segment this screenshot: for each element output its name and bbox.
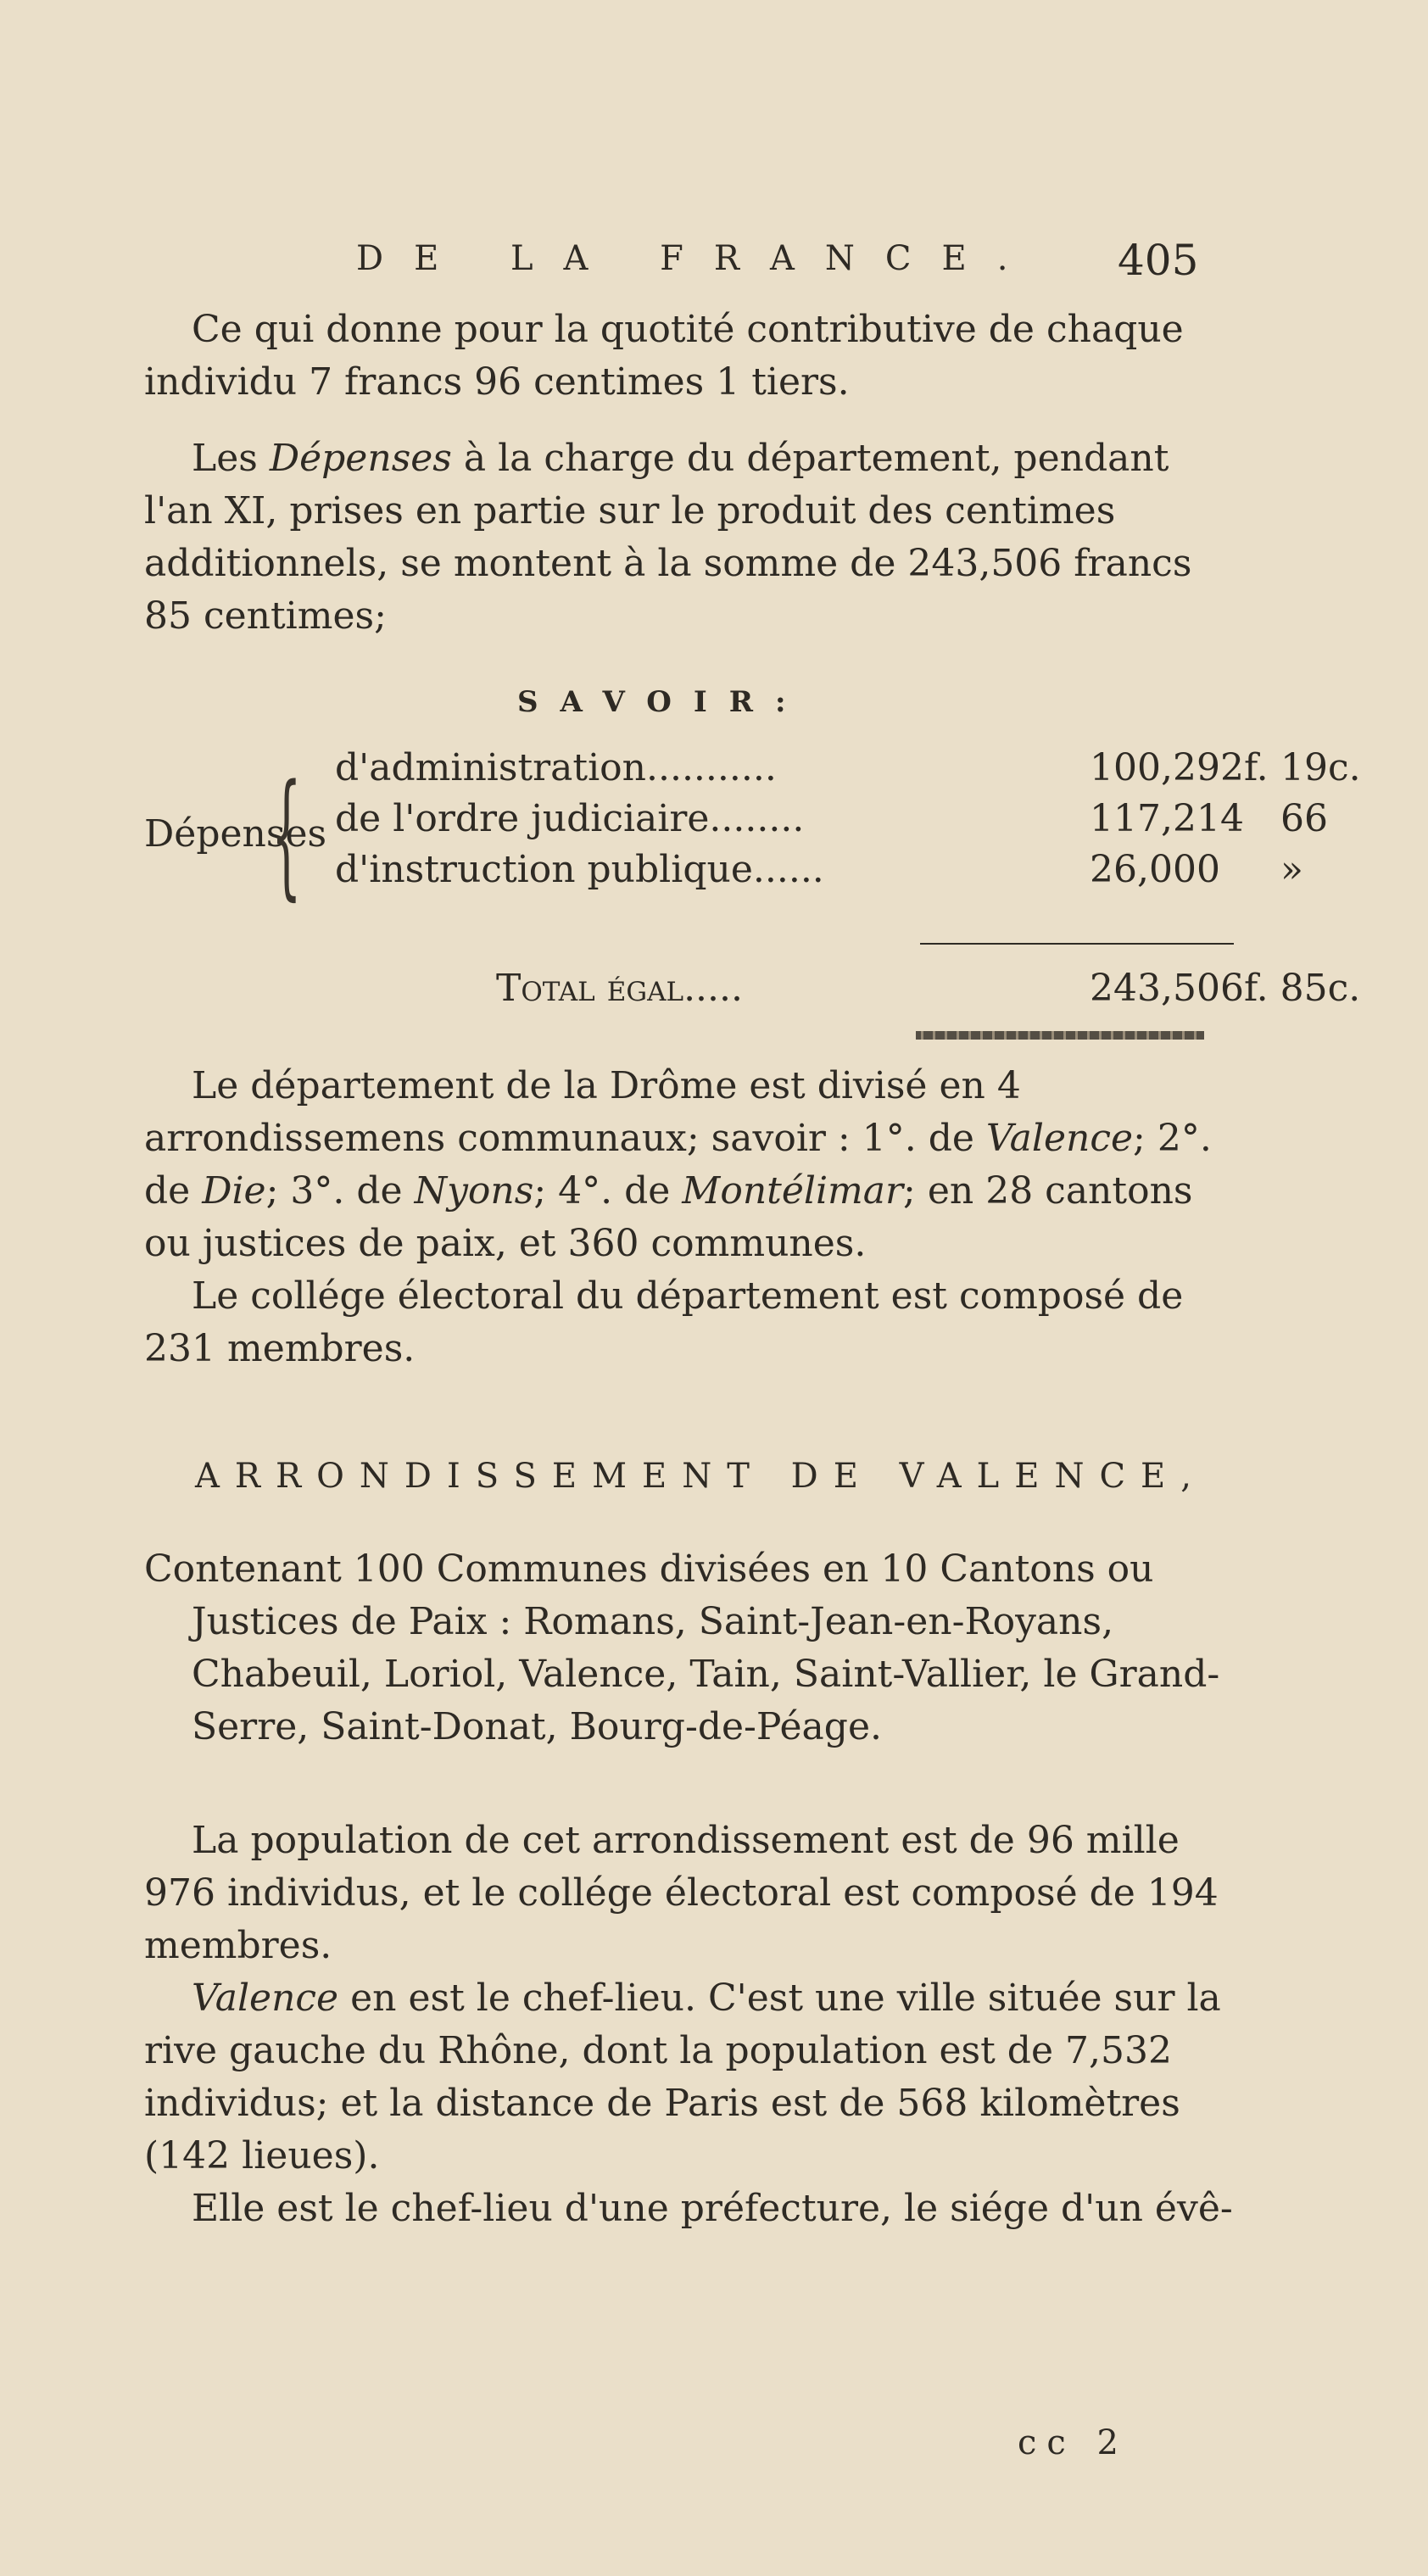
last-line: Elle est le chef-lieu d'une préfecture, le siége d'un évê-	[192, 2187, 1233, 2230]
place-nyons: Nyons	[414, 1169, 534, 1213]
paragraph-quotite	[144, 304, 1238, 409]
expense-row	[335, 848, 1303, 900]
contenant-text: Contenant 100 Communes divisées en 10 Cantons ou Justices de Paix : Romans, Saint-Jean-en-Royans, Chabeuil, Loriol, Valence, Tain, Saint-Vallier, le Grand-Serre, Saint-Donat, Bourg-de-Péage.	[144, 1547, 1220, 1748]
departement-text: ; en 28 cantons ou justices de paix, et 360 communes.	[144, 1169, 1193, 1265]
college-paragraph: Le collége électoral du département est composé de 231 membres.	[144, 1274, 1184, 1370]
expense-name: de l'ordre judiciaire	[335, 797, 710, 840]
depenses-text: à la charge du département, pendant l'an XI, prises en partie sur le produit des centimes additionnels, se montent à la somme de 243,506 francs 85 centimes;	[144, 437, 1192, 638]
departement-text: Le département de la Drôme est divisé en 4 arrondissemens communaux; savoir : 1°. de	[144, 1064, 1021, 1160]
paragraph-contenant	[144, 1543, 1238, 1754]
depenses-term: Dépenses	[269, 437, 452, 480]
page-header	[0, 229, 1428, 297]
savoir-heading: SAVOIR:	[517, 685, 808, 719]
expense-cents: 19c.	[1280, 746, 1361, 789]
expense-cents: 66	[1280, 797, 1328, 840]
expense-dots: ......	[752, 848, 824, 891]
signature-mark: cc 2	[1018, 2423, 1129, 2462]
ornamental-rule	[916, 1031, 1204, 1040]
departement-text: ; 2°. de	[144, 1117, 1212, 1213]
depenses-prefix: Les	[192, 437, 270, 480]
total-rule	[920, 943, 1234, 945]
place-valence: Valence	[985, 1117, 1134, 1160]
brace-mark: {	[271, 755, 302, 913]
quotite-line-1: Ce qui donne pour la quotité contributive de chaque	[192, 308, 1184, 351]
expense-dots: ...........	[645, 746, 777, 789]
expense-name: d'administration	[335, 746, 646, 789]
expense-amount: 100,292f.	[1090, 746, 1269, 789]
departement-text: ; 3°. de	[265, 1169, 415, 1213]
paragraph-depenses	[144, 432, 1238, 643]
population-text: La population de cet arrondissement est de 96 mille 976 individus, et le collége électoral est composé de 194 membres.	[144, 1819, 1219, 1967]
total-amount: 243,506f. 85c.	[1090, 967, 1361, 1010]
expense-row	[335, 746, 1361, 799]
expense-cents: »	[1280, 848, 1303, 891]
place-montelimar: Montélimar	[682, 1169, 904, 1213]
place-die: Die	[202, 1169, 266, 1213]
expense-row	[335, 797, 1328, 850]
total-label: Total égal.....	[496, 967, 744, 1010]
expenses-label: Dépenses	[144, 812, 327, 856]
expense-name: d'instruction publique	[335, 848, 753, 891]
valence-text: en est le chef-lieu. C'est une ville située sur la rive gauche du Rhône, dont la population est de 7,532 individus; et la distance de Paris est de 568 kilomètres (142 lieues).	[144, 1977, 1221, 2177]
page-number: 405	[1118, 236, 1199, 285]
running-title: DE LA FRANCE.	[356, 239, 1039, 278]
valence-term: Valence	[192, 1977, 339, 2020]
quotite-line-2: individu 7 francs 96 centimes 1 tiers.	[144, 360, 850, 404]
expense-amount: 26,000	[1090, 848, 1220, 891]
section-heading: ARRONDISSEMENT DE VALENCE,	[195, 1457, 1207, 1496]
paragraph-departement	[144, 1060, 1238, 1375]
expense-amount: 117,214	[1090, 797, 1244, 840]
expenses-table	[144, 746, 1361, 1026]
departement-text: ; 4°. de	[533, 1169, 683, 1213]
total-row	[496, 967, 1361, 1019]
paragraph-valence	[144, 1815, 1238, 2235]
expense-dots: ........	[709, 797, 805, 840]
